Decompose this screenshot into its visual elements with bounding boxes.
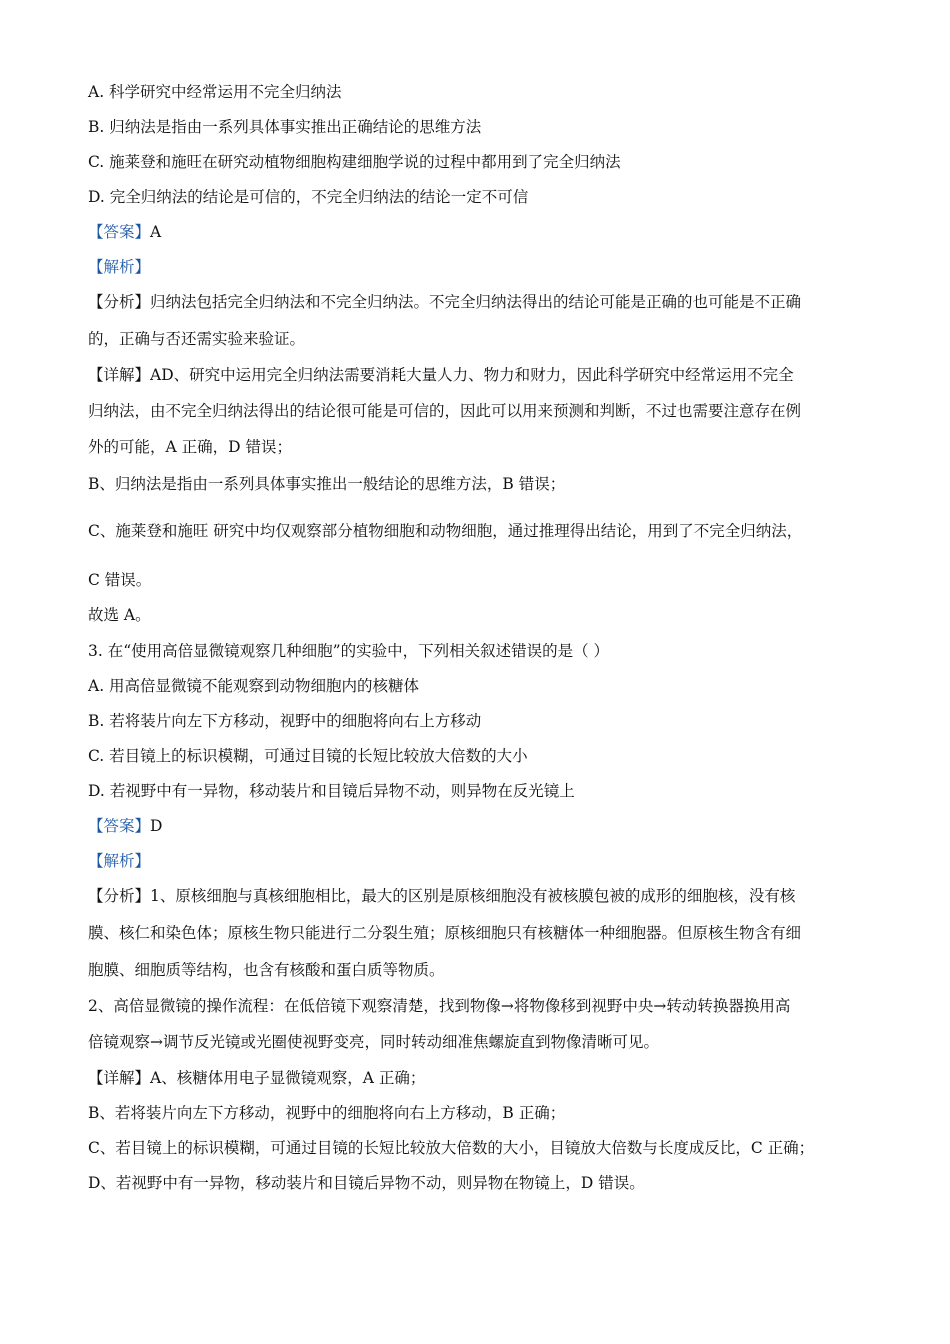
q2-xiangjie-line: 外的可能，A 正确，D 错误； — [88, 438, 292, 456]
xiangjie-text: A、核糖体用电子显微镜观察，A 正确； — [150, 1069, 426, 1087]
q3-fenxi-line: 胞膜、细胞质等结构，也含有核酸和蛋白质等物质。 — [88, 961, 445, 979]
q2-option-b: B. 归纳法是指由一系列具体事实推出正确结论的思维方法 — [88, 118, 482, 136]
q2-option-d: D. 完全归纳法的结论是可信的，不完全归纳法的结论一定不可信 — [88, 188, 529, 206]
analysis-tag: 【解析】 — [88, 852, 151, 870]
answer-value: D — [150, 817, 163, 835]
q3-option-a: A. 用高倍显微镜不能观察到动物细胞内的核糖体 — [88, 677, 420, 695]
q3-stem: 3. 在“使用高倍显微镜观察几种细胞”的实验中，下列相关叙述错误的是（ ） — [88, 642, 609, 660]
q2-option-a: A. 科学研究中经常运用不完全归纳法 — [88, 83, 342, 101]
fenxi-tag: 【分析】 — [88, 293, 151, 311]
q2-xiangjie-line: 归纳法，由不完全归纳法得出的结论很可能是可信的，因此可以用来预测和判断，不过也需要注意存在例 — [88, 402, 802, 420]
answer-tag: 【答案】 — [88, 223, 151, 241]
q3-xiangjie-line: D、若视野中有一异物，移动装片和目镜后异物不动，则异物在物镜上，D 错误。 — [88, 1174, 645, 1192]
q3-option-d: D. 若视野中有一异物，移动装片和目镜后异物不动，则异物在反光镜上 — [88, 782, 575, 800]
xiangjie-text: AD、研究中运用完全归纳法需要消耗大量人力、物力和财力，因此科学研究中经常运用不完全 — [150, 366, 794, 384]
q2-xiangjie-line: C、施莱登和施旺 研究中均仅观察部分植物细胞和动物细胞，通过推理得出结论，用到了不完全归纳法， — [88, 522, 803, 540]
analysis-tag: 【解析】 — [88, 258, 151, 276]
q2-option-c: C. 施莱登和施旺在研究动植物细胞构建细胞学说的过程中都用到了完全归纳法 — [88, 153, 621, 171]
xiangjie-tag: 【详解】 — [88, 366, 151, 384]
answer-value: A — [150, 223, 162, 241]
q2-xiangjie-line: C 错误。 — [88, 571, 152, 589]
q3-option-b: B. 若将装片向左下方移动，视野中的细胞将向右上方移动 — [88, 712, 482, 730]
q2-conclusion: 故选 A。 — [88, 606, 151, 624]
q3-analysis-heading — [88, 851, 150, 871]
q3-fenxi-line: 2、高倍显微镜的操作流程：在低倍镜下观察清楚，找到物像→将物像移到视野中央→转动转换器换用高 — [88, 997, 791, 1015]
fenxi-tag: 【分析】 — [88, 887, 151, 905]
q3-fenxi-line: 倍镜观察→调节反光镜或光圈使视野变亮，同时转动细准焦螺旋直到物像清晰可见。 — [88, 1033, 659, 1051]
q2-xiangjie-line — [88, 365, 794, 385]
q2-analysis-heading — [88, 257, 150, 277]
q2-answer — [88, 222, 161, 242]
q3-xiangjie-line — [88, 1068, 425, 1088]
answer-tag: 【答案】 — [88, 817, 151, 835]
q3-fenxi-line — [88, 886, 795, 906]
xiangjie-tag: 【详解】 — [88, 1069, 151, 1087]
q3-xiangjie-line: C、若目镜上的标识模糊，可通过目镜的长短比较放大倍数的大小，目镜放大倍数与长度成反比，C 正确； — [88, 1139, 815, 1157]
q3-xiangjie-line: B、若将装片向左下方移动，视野中的细胞将向右上方移动，B 正确； — [88, 1104, 566, 1122]
fenxi-text: 归纳法包括完全归纳法和不完全归纳法。不完全归纳法得出的结论可能是正确的也可能是不正确 — [150, 293, 802, 311]
q3-answer — [88, 816, 162, 836]
q3-option-c: C. 若目镜上的标识模糊，可通过目镜的长短比较放大倍数的大小 — [88, 747, 528, 765]
q2-fenxi-line: 的，正确与否还需实验来验证。 — [88, 330, 306, 348]
q2-xiangjie-line: B、归纳法是指由一系列具体事实推出一般结论的思维方法，B 错误； — [88, 475, 566, 493]
q3-fenxi-line: 膜、核仁和染色体；原核生物只能进行二分裂生殖；原核细胞只有核糖体一种细胞器。但原核生物含有细 — [88, 924, 802, 942]
q2-fenxi-line — [88, 292, 801, 312]
fenxi-text: 1、原核细胞与真核细胞相比，最大的区别是原核细胞没有被核膜包被的成形的细胞核，没有核 — [150, 887, 796, 905]
